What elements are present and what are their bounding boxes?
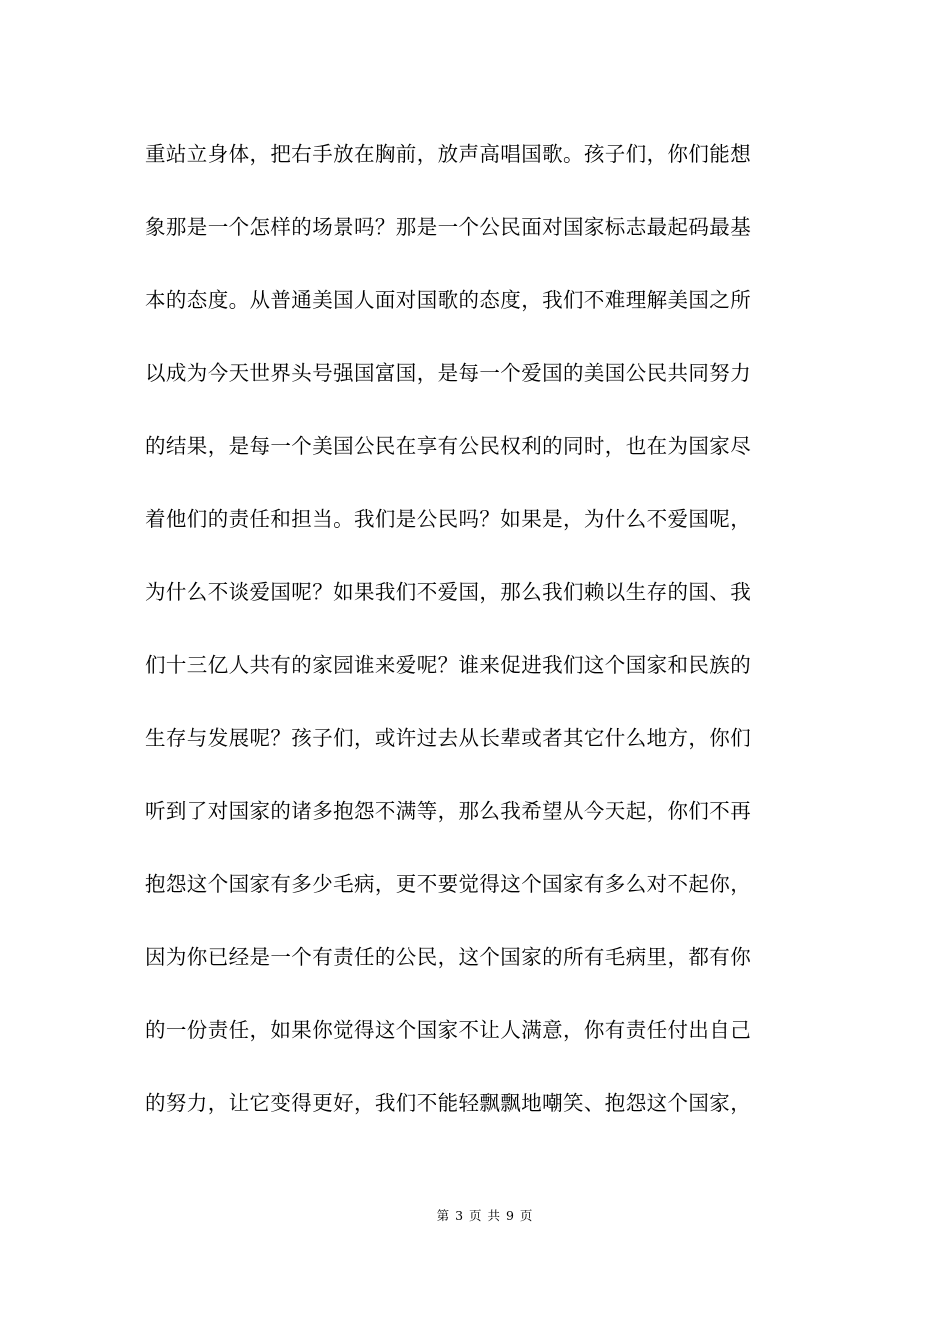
text-line: 们十三亿人共有的家园谁来爱呢？谁来促进我们这个国家和民族的 bbox=[145, 653, 752, 677]
text-line: 因为你已经是一个有责任的公民，这个国家的所有毛病里，都有你 bbox=[145, 945, 752, 969]
text-line: 的结果，是每一个美国公民在享有公民权利的同时，也在为国家尽 bbox=[145, 434, 752, 458]
page-number-footer: 第 3 页 共 9 页 bbox=[436, 1208, 534, 1223]
text-line: 重站立身体，把右手放在胸前，放声高唱国歌。孩子们，你们能想 bbox=[145, 142, 752, 166]
text-line: 听到了对国家的诸多抱怨不满等，那么我希望从今天起，你们不再 bbox=[145, 799, 752, 823]
text-line: 抱怨这个国家有多少毛病，更不要觉得这个国家有多么对不起你， bbox=[145, 872, 752, 896]
text-line: 的一份责任，如果你觉得这个国家不让人满意，你有责任付出自己 bbox=[145, 1018, 752, 1042]
text-line: 以成为今天世界头号强国富国，是每一个爱国的美国公民共同努力 bbox=[145, 361, 752, 385]
text-line: 着他们的责任和担当。我们是公民吗？如果是，为什么不爱国呢， bbox=[145, 507, 752, 531]
body-text bbox=[145, 134, 815, 1156]
text-line: 生存与发展呢？孩子们，或许过去从长辈或者其它什么地方，你们 bbox=[145, 726, 752, 750]
text-line: 本的态度。从普通美国人面对国歌的态度，我们不难理解美国之所 bbox=[145, 288, 752, 312]
text-line: 的努力，让它变得更好，我们不能轻飘飘地嘲笑、抱怨这个国家， bbox=[145, 1091, 752, 1115]
text-line: 为什么不谈爱国呢？如果我们不爱国，那么我们赖以生存的国、我 bbox=[145, 580, 752, 604]
text-line: 象那是一个怎样的场景吗？那是一个公民面对国家标志最起码最基 bbox=[145, 215, 752, 239]
